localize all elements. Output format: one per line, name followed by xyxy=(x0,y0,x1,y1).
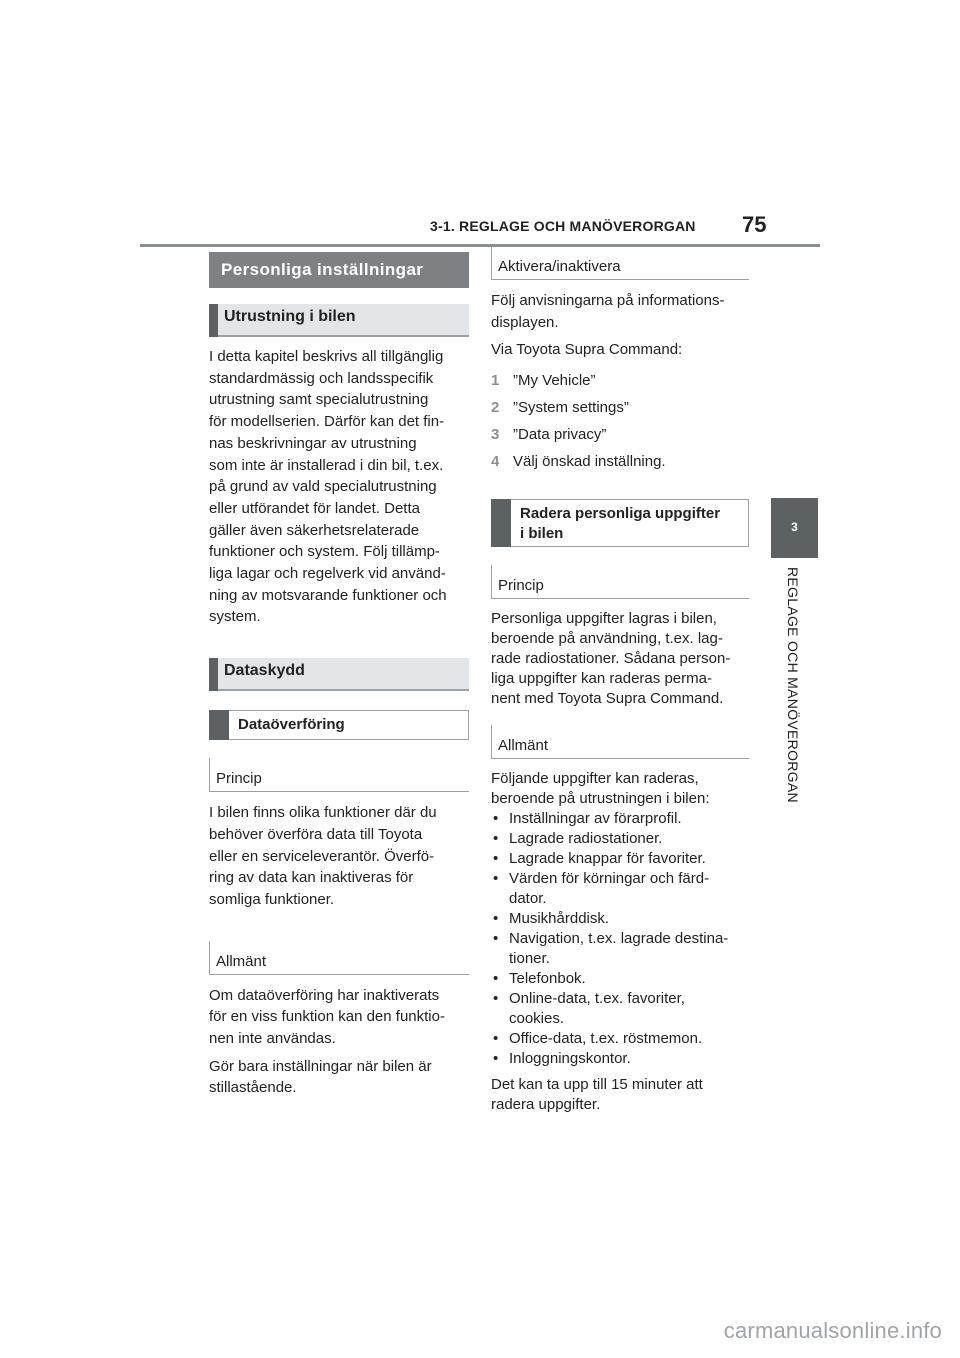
list-item: • Telefonbok. xyxy=(491,969,749,989)
page-number: 75 xyxy=(742,212,767,237)
step-item: 4 Välj önskad inställning. xyxy=(491,453,666,471)
watermark-text: carmanualsonline.info xyxy=(723,1318,942,1343)
chapter-label: REGLAGE OCH MANÖVERORGAN xyxy=(785,567,801,803)
list-item: • Office-data, t.ex. röstmemon. xyxy=(491,1029,749,1049)
label-allmant: Allmänt xyxy=(209,941,469,975)
list-item: • Värden för körningar och färd- dator. xyxy=(491,869,749,909)
chapter-number: 3 xyxy=(791,520,798,534)
step-list xyxy=(491,367,749,475)
step-item: 3 ”Data privacy” xyxy=(491,426,607,444)
list-item: • Inställningar av förarprofil. xyxy=(491,809,749,829)
label-princip-right: Princip xyxy=(491,565,749,599)
allmant-paragraph-1: Om dataöverföring har inaktiverats för en viss funktion kan den funktio- nen inte användas. xyxy=(209,986,445,1048)
allmant-right-intro: Följande uppgifter kan raderas, beroende på utrustningen i bilen: xyxy=(491,770,710,808)
list-item: • Online-data, t.ex. favoriter, cookies. xyxy=(491,989,749,1029)
right-column xyxy=(491,252,749,1121)
aktivera-paragraph-2: Via Toyota Supra Command: xyxy=(491,341,683,359)
section-title: 3-1. REGLAGE OCH MANÖVERORGAN xyxy=(430,218,696,234)
heading-utrustning: Utrustning i bilen xyxy=(209,304,469,337)
princip-paragraph: I bilen finns olika funktioner där du behöver överföra data till Toyota eller en serviceleverantör. Överfö- ring av data kan inaktiveras för somliga funktioner. xyxy=(209,804,437,908)
list-item: • Lagrade radiostationer. xyxy=(491,829,749,849)
step-item: 2 ”System settings” xyxy=(491,399,629,417)
aktivera-paragraph-1: Följ anvisningarna på informations- displayen. xyxy=(491,292,725,331)
chapter-tab xyxy=(771,498,818,558)
page-header xyxy=(140,210,820,246)
list-item: • Inloggningskontor. xyxy=(491,1049,749,1069)
heading-dataskydd: Dataskydd xyxy=(209,658,469,691)
label-allmant-right: Allmänt xyxy=(491,725,749,759)
list-item: • Lagrade knappar för favoriter. xyxy=(491,849,749,869)
label-aktivera: Aktivera/inaktivera xyxy=(491,246,749,280)
utrustning-paragraph: I detta kapitel beskrivs all tillgänglig standardmässig och landsspecifik utrustning samt specialutrustning för modellserien. Därför kan det fin- nas beskrivningar av utrustning som inte är installerad i din bil, t.ex. på grund av vald specialutrustning eller utförandet för landet. Detta gäller även säkerhetsrelaterade funktioner och system. Följ tillämp- liga lagar och regelverk vid använd- ning av motsvarande funktioner och system. xyxy=(209,348,447,626)
list-item: • Navigation, t.ex. lagrade destina- tioner. xyxy=(491,929,749,969)
closing-paragraph: Det kan ta upp till 15 minuter att radera uppgifter. xyxy=(491,1076,703,1114)
allmant-paragraph-2: Gör bara inställningar när bilen är stillastående. xyxy=(209,1057,432,1097)
left-column xyxy=(209,252,469,1105)
list-item: • Musikhårddisk. xyxy=(491,909,749,929)
label-princip: Princip xyxy=(209,758,469,792)
heading-dataoverforing: Dataöverföring xyxy=(209,710,469,740)
main-heading: Personliga inställningar xyxy=(209,252,469,288)
princip-right-paragraph: Personliga uppgifter lagras i bilen, beroende på användning, t.ex. lag- rade radiostationer. Sådana person- liga uppgifter kan raderas perma- nent med Toyota Supra Command. xyxy=(491,610,731,708)
deletable-data-list xyxy=(491,809,749,1069)
heading-radera: Radera personliga uppgifter i bilen xyxy=(491,499,749,547)
step-item: 1 ”My Vehicle” xyxy=(491,372,596,390)
